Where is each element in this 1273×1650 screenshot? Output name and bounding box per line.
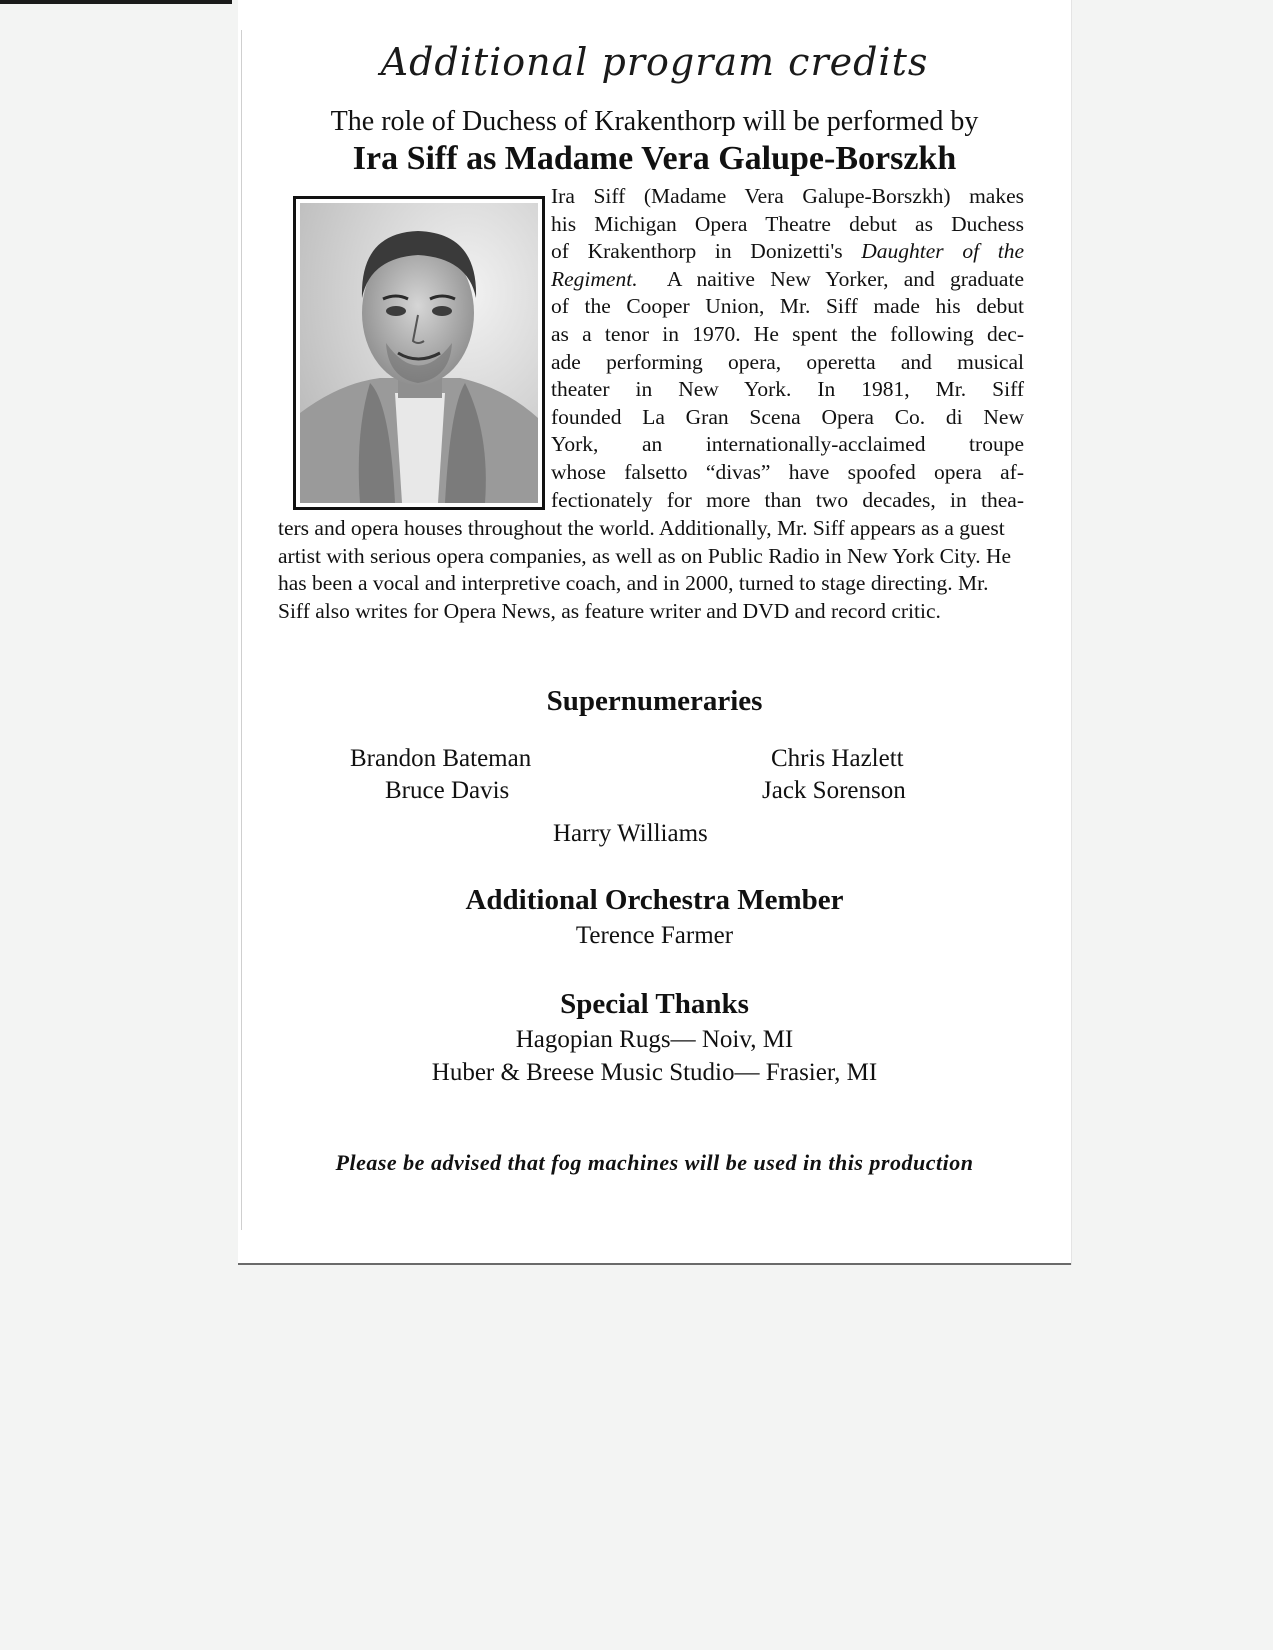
bio-full-text: ters and opera houses throughout the world. Additionally, Mr. Siff appears as a guest artist with serious opera companies, as well as on Public Radio in New York City. He has been a vocal and interpretive coach, and in 2000, turned to stage directing. Mr. Siff also writes for Opera News, as feature writer and DVD and record critic. (278, 516, 1012, 623)
performer-photo (293, 196, 545, 510)
bio-line: of the Cooper Union, Mr. Siff made his debut (551, 294, 1024, 319)
special-thanks-heading: Special Thanks (560, 988, 749, 1020)
supernumerary-name: Harry Williams (553, 820, 708, 847)
orchestra-member-name: Terence Farmer (575, 922, 734, 949)
bio-line: founded La Gran Scena Opera Co. di New (551, 404, 1024, 429)
bio-line: fectionately for more than two decades, in thea- (551, 487, 1024, 512)
bio-line: as a tenor in 1970. He spent the following dec- (551, 321, 1024, 346)
bio-wrapped-text (551, 183, 1024, 514)
bio-line: ade performing opera, operetta and musical (551, 349, 1024, 374)
bio-line-with-title (551, 266, 1024, 294)
bio-line-with-title (551, 238, 1024, 266)
page-bottom-edge (238, 1263, 1071, 1265)
supernumerary-name: Chris Hazlett (771, 745, 904, 772)
thanks-item: Huber & Breese Music Studio— Frasier, MI (431, 1059, 878, 1086)
bio-line: his Michigan Opera Theatre debut as Duchess (551, 211, 1024, 236)
script-title: Additional program credits (380, 40, 929, 84)
bio-line-text: of Krakenthorp in Donizetti's (551, 239, 843, 264)
work-title: Daughter of the (861, 239, 1024, 264)
supernumeraries-heading: Supernumeraries (546, 685, 763, 717)
bio-line: whose falsetto “divas” have spoofed opera af- (551, 459, 1024, 484)
supernumerary-name: Jack Sorenson (762, 777, 906, 804)
bio-line: theater in New York. In 1981, Mr. Siff (551, 377, 1024, 402)
performer-name: Ira Siff as Madame Vera Galupe-Borszkh (352, 140, 957, 177)
orchestra-heading: Additional Orchestra Member (465, 884, 844, 916)
bio-line: York, an internationally-acclaimed troupe (551, 432, 1024, 457)
bio-line-text: A naitive New Yorker, and graduate (666, 266, 1024, 291)
bio-line: Ira Siff (Madame Vera Galupe-Borszkh) makes (551, 184, 1024, 208)
supernumerary-name: Brandon Bateman (350, 745, 532, 772)
scan-edge-top (0, 0, 232, 4)
portrait-image (300, 203, 538, 503)
work-title: Regiment. (551, 266, 638, 291)
thanks-item: Hagopian Rugs— Noiv, MI (515, 1026, 794, 1053)
role-line: The role of Duchess of Krakenthorp will be performed by (330, 106, 979, 137)
supernumerary-name: Bruce Davis (385, 777, 510, 804)
fog-notice: Please be advised that fog machines will be used in this production (335, 1150, 974, 1175)
